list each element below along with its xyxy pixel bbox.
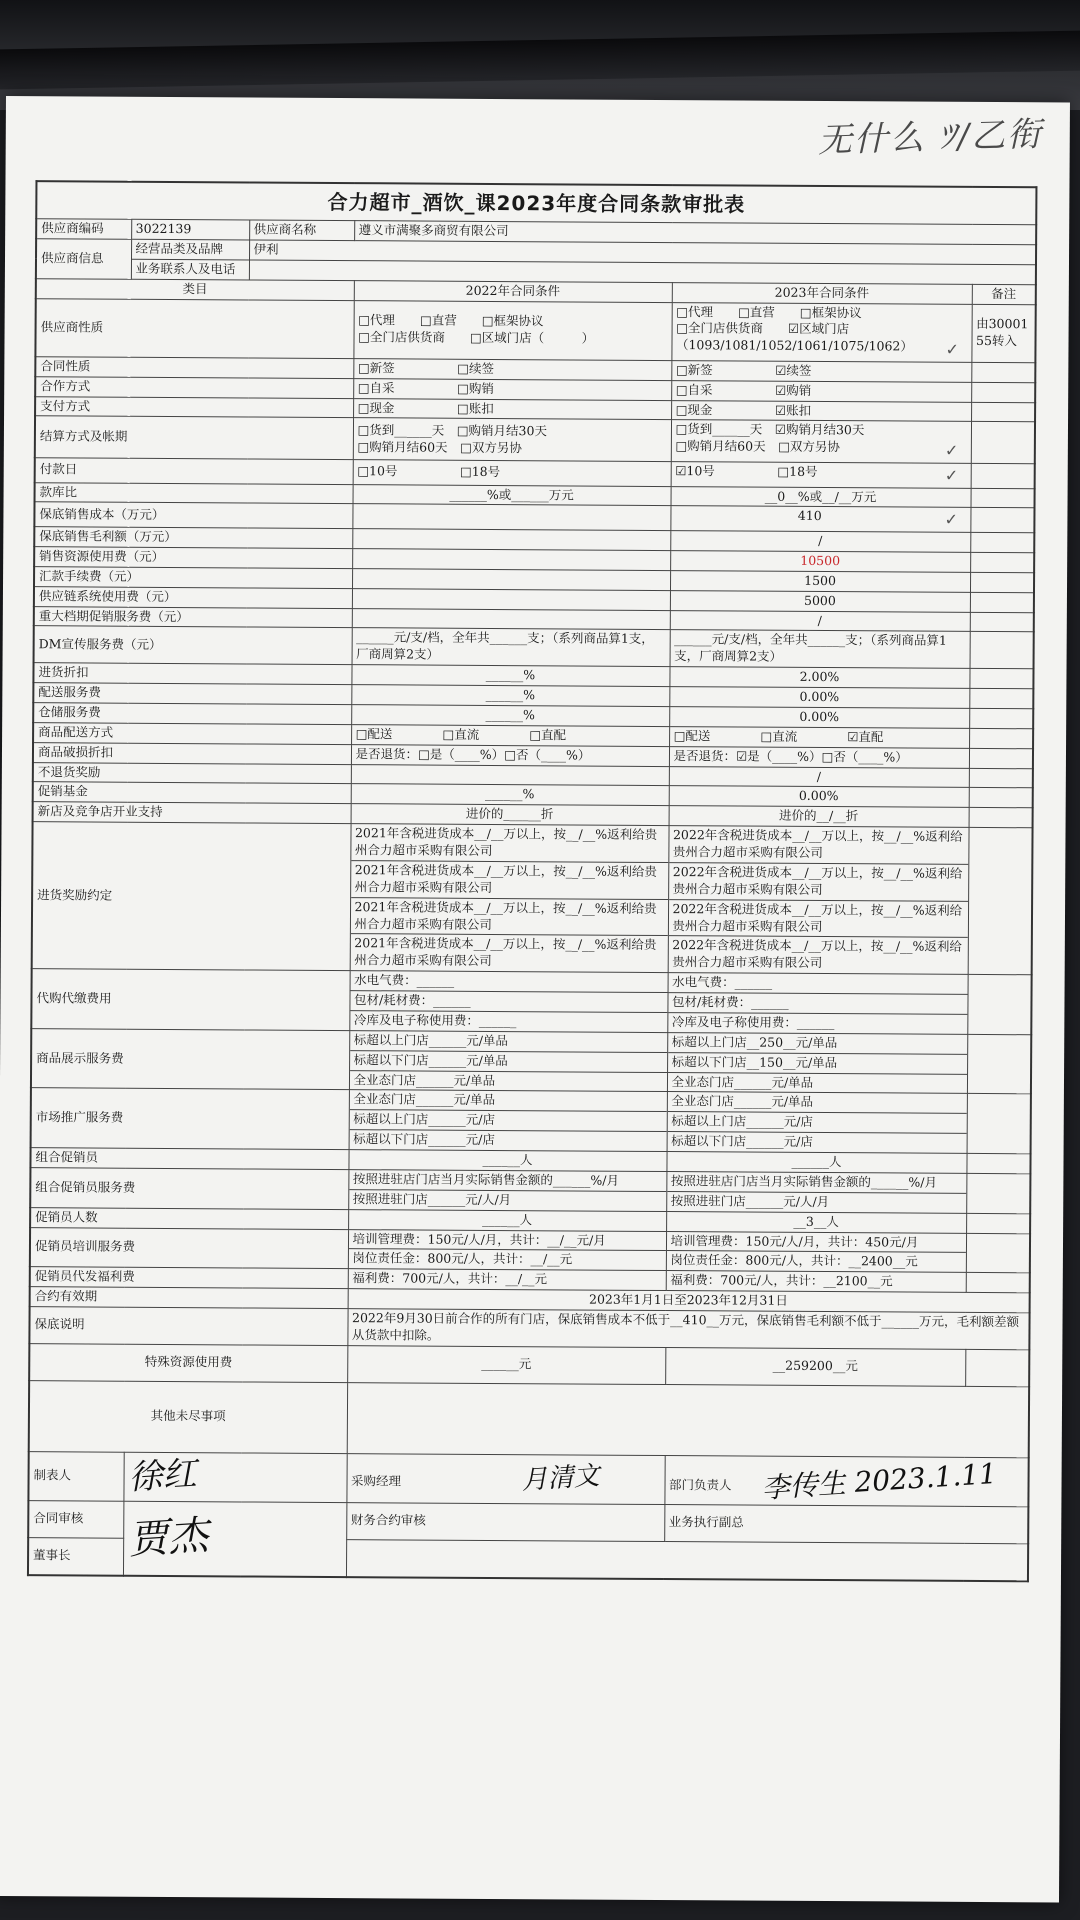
row-2023-text: □现金 ☑账扣 (675, 401, 812, 418)
row-remark (971, 463, 1035, 488)
dept-cell (664, 1455, 1028, 1506)
display-2022-list-line: 标超以上门店______元/单品 (350, 1031, 667, 1052)
market-2022 (349, 1090, 667, 1152)
row-2023-text: 0.00% (799, 708, 840, 724)
chair-label: 董事长 (28, 1537, 123, 1575)
display-remark (967, 1034, 1031, 1094)
row-2023-text: 进价的__/__折 (778, 807, 859, 824)
display-row (31, 1028, 1031, 1094)
column-2022: 2022年合同条件 (354, 280, 672, 302)
market-2022-list (349, 1090, 666, 1151)
rebate-2022-list-line: 2021年含税进货成本__/__万以上，按__/__%返利给贵州合力超市采购有限公司 (350, 897, 667, 936)
vendor-info-label: 供应商信息 (36, 239, 131, 279)
row-2023-value (669, 667, 969, 689)
row-2023-value (669, 726, 969, 748)
training-row (30, 1227, 1030, 1273)
purchase-label: 采购经理 (351, 1473, 402, 1489)
row-label: 商品配送方式 (33, 722, 351, 744)
row-2022-value: □10号 □18号 (353, 460, 671, 487)
promoter_fee-row (30, 1168, 1030, 1214)
agency-row (31, 969, 1031, 1035)
row-2022-value (352, 548, 670, 570)
row-label: 仓储服务费 (33, 703, 351, 725)
row-remark (969, 748, 1033, 768)
training-2022-list-line: 岗位责任金：800元/人，共计：__/__元 (352, 1250, 573, 1267)
row-2022-value: □现金 □账扣 (353, 398, 671, 420)
audit-sign-cell (123, 1501, 346, 1577)
row-2023-value (669, 766, 969, 788)
agency-2022-list (350, 971, 667, 1032)
checkmark-icon: ✓ (945, 339, 960, 360)
row-2023-value (670, 630, 970, 669)
row-remark (970, 532, 1034, 552)
row-remark (969, 688, 1033, 708)
market-2023-list-line: 全业态门店______元/单品 (667, 1092, 966, 1113)
training-2022 (348, 1229, 666, 1271)
form-row (34, 626, 1034, 669)
row-remark (971, 362, 1035, 382)
display-2022-list (349, 1031, 666, 1092)
form-row (35, 298, 1035, 362)
promoter-remark (966, 1153, 1030, 1173)
row-2023-text: 是否退货：☑是（____%）□否（____%） (673, 747, 908, 765)
rebate-remark (968, 828, 1033, 975)
row-label: 合作方式 (35, 376, 353, 398)
rebate-2023-list (668, 826, 968, 974)
row-2023-value (669, 687, 969, 709)
row-2023-text: __0__%或__/__万元 (764, 488, 877, 504)
row-label: 销售资源使用费（元） (34, 547, 352, 569)
purchase-signature: 月清文 (520, 1461, 600, 1497)
promoter-2022: ______人 (348, 1150, 666, 1172)
row-remark (969, 808, 1033, 828)
training-2022-list (348, 1230, 665, 1271)
row-2022-value: 是否退货：□是（____%）□否（____%） (351, 744, 669, 766)
audit-label: 合同审核 (28, 1500, 123, 1538)
row-remark (970, 592, 1034, 612)
row-2023-value (670, 550, 970, 572)
row-2022-value: ______%或______万元 (353, 484, 671, 506)
row-2022-value (352, 568, 670, 590)
rebate-2022-list-line: 2021年含税进货成本__/__万以上，按__/__%返利给贵州合力超市采购有限公司 (351, 860, 668, 899)
promoter_fee-2022 (348, 1169, 666, 1211)
agency-remark (967, 975, 1031, 1035)
promoter_fee-label: 组合促销员服务费 (30, 1168, 348, 1210)
form-title: 合力超市_酒饮_课2023年度合同条款审批表 (36, 181, 1036, 225)
rebate-row (32, 822, 1033, 975)
promoter-label: 组合促销员 (30, 1148, 348, 1170)
dept-label: 部门负责人 (668, 1476, 732, 1493)
row-2023-value (670, 506, 970, 532)
row-remark (969, 728, 1033, 748)
row-remark (971, 382, 1035, 402)
promoter-2023: ______人 (666, 1152, 966, 1174)
market-2023 (667, 1092, 967, 1153)
row-2022-value (351, 764, 669, 786)
agency-2023-list (668, 973, 967, 1033)
audit-signature: 贾杰 (126, 1512, 210, 1564)
welfare-2023: 福利费：700元/人，共计：__2100__元 (666, 1271, 966, 1293)
promoter_count-2023: __3__人 (666, 1211, 966, 1233)
rebate-2023-list-line: 2022年含税进货成本__/__万以上，按__/__%返利给贵州合力超市采购有限公司 (669, 826, 968, 864)
promoter_fee-2023-list (667, 1172, 966, 1213)
display-2023-list (667, 1033, 966, 1093)
row-2023-value (670, 531, 970, 553)
promoter_count-2022: ______人 (348, 1209, 666, 1231)
row-remark (969, 788, 1033, 808)
market-2023-list-line: 标超以下门店______元/店 (671, 1133, 813, 1150)
rebate-2023-list-line: 2022年含税进货成本__/__万以上，按__/__%返利给贵州合力超市采购有限公司 (669, 862, 968, 901)
row-label: 款库比 (35, 482, 353, 504)
market-row (31, 1088, 1031, 1154)
display-2023-list-line: 标超以上门店__250__元/单品 (668, 1033, 967, 1054)
promoter_count-remark (966, 1213, 1030, 1233)
checkmark-icon: ✓ (944, 510, 958, 530)
row-2023-value (671, 360, 971, 382)
special-2023: __259200__元 (665, 1347, 965, 1386)
checkmark-icon: ✓ (944, 465, 959, 485)
row-2023-text: □代理 □直营 □框架协议 □全门店供货商 ☑区域门店 （1093/1081/1052/1061/1075/1062） (675, 303, 913, 354)
form-row (35, 416, 1035, 464)
special-remark (965, 1349, 1029, 1386)
row-2023-text: 5000 (803, 592, 836, 608)
row-2023-value (671, 302, 971, 362)
agency-2022 (349, 971, 667, 1033)
promoter_count-label: 促销员人数 (30, 1207, 348, 1229)
other-label: 其他未尽事项 (29, 1380, 347, 1453)
handwritten-top-note: 无什么 ﾂ/乙衔 (817, 114, 1044, 161)
row-2022-value: □代理 □直营 □框架协议 □全门店供货商 □区域门店（ ） (353, 300, 671, 360)
maker-label: 制表人 (28, 1451, 123, 1500)
row-2023-text: / (816, 768, 822, 784)
row-2023-value (670, 570, 970, 592)
row-2023-text: 0.00% (798, 788, 839, 804)
promoter_fee-2023-list-line: 按照进驻门店______元/人/月 (670, 1192, 830, 1209)
vendor-code-value: 3022139 (131, 219, 249, 240)
agency-2022-list-line: 水电气费：______ (350, 971, 667, 992)
training-2023-list-line: 岗位责任金：800元/人，共计：__2400__元 (670, 1252, 918, 1269)
row-2023-value (670, 590, 970, 612)
category-label: 经营品类及品牌 (131, 239, 249, 260)
rebate-2023 (668, 826, 969, 975)
agency-2022-list-line: 冷库及电子称使用费：______ (353, 1012, 517, 1029)
column-category: 类目 (36, 278, 354, 300)
promoter_fee-2022-list (349, 1170, 666, 1211)
row-label: DM宣传服务费（元） (34, 626, 352, 665)
row-remark (970, 552, 1034, 572)
row-label: 不退货奖励 (33, 762, 351, 784)
row-2022-value (352, 529, 670, 551)
row-2023-text: / (818, 532, 823, 548)
row-2023-text: 0.00% (799, 688, 840, 705)
row-2022-value: □自采 □购销 (353, 378, 671, 400)
agency-2023 (667, 973, 967, 1034)
row-label: 重大档期促销服务费（元） (34, 606, 352, 628)
display-2022-list-line: 全业态门店______元/单品 (353, 1071, 496, 1088)
row-2022-value (352, 504, 670, 531)
row-2023-text: 10500 (800, 552, 841, 568)
row-remark (971, 402, 1035, 422)
welfare-remark (966, 1273, 1030, 1293)
row-2023-text: ______元/支/档，全年共______支；（系列商品算1支，厂商周算2支） (674, 631, 947, 665)
finance-label: 财务合约审核 (346, 1502, 664, 1541)
row-label: 配送服务费 (33, 683, 351, 705)
special-label: 特殊资源使用费 (29, 1343, 347, 1382)
row-2022-value: ______% (351, 685, 669, 707)
row-2023-text: □货到______天 ☑购销月结30天 □购销月结60天 □双方另协 (675, 421, 865, 455)
row-2023-text: 2.00% (799, 668, 840, 685)
market-label: 市场推广服务费 (31, 1088, 349, 1150)
other-value (347, 1382, 1029, 1457)
display-2022-list-line: 标超以下门店______元/单品 (350, 1050, 667, 1072)
row-label: 新店及竞争店开业支持 (33, 802, 351, 824)
purchase-cell (346, 1453, 664, 1504)
rebate-2023-list-line: 2022年含税进货成本__/__万以上，按__/__%返利给贵州合力超市采购有限公司 (668, 899, 967, 938)
market-2022-list-line: 全业态门店______元/单品 (349, 1090, 666, 1111)
row-remark (971, 488, 1035, 508)
display-2022 (349, 1030, 667, 1092)
row-2023-text: □配送 □直流 ☑直配 (673, 727, 884, 745)
promoter_fee-remark (966, 1173, 1030, 1213)
market-2022-list-line: 标超以上门店______元/店 (349, 1110, 666, 1132)
maker-sign-cell (123, 1452, 346, 1502)
training-2023-list (666, 1232, 965, 1273)
checkmark-icon: ✓ (944, 441, 959, 461)
maker-signature: 徐红 (126, 1453, 198, 1498)
training-2023-list-line: 培训管理费：150元/人/月，共计：450元/月 (666, 1232, 965, 1253)
display-2023-list-line: 全业态门店______元/单品 (671, 1073, 814, 1090)
rebate-2023-list-line: 2022年含税进货成本__/__万以上，按__/__%返利给贵州合力超市采购有限公司 (672, 937, 962, 971)
display-label: 商品展示服务费 (31, 1028, 349, 1090)
vendor-code-label: 供应商编码 (36, 219, 131, 239)
vendor-name-value: 遵义市满聚多商贸有限公司 (354, 221, 1036, 245)
display-2023 (667, 1032, 967, 1093)
row-2022-value: ______元/支/档，全年共______支；（系列商品算1支，厂商周算2支） (352, 628, 670, 667)
row-label: 合同性质 (35, 357, 353, 379)
chair-value (346, 1539, 1028, 1581)
row-2022-value: 进价的______折 (351, 804, 669, 826)
row-2022-value: □新签 □续签 (353, 358, 671, 380)
row-2023-text: □新签 ☑续签 (675, 361, 812, 378)
agency-label: 代购代缴费用 (31, 969, 349, 1031)
promoter_fee-2023 (666, 1171, 966, 1213)
validity-label: 合约有效期 (30, 1287, 348, 1309)
row-2022-value: ______% (351, 784, 669, 806)
row-remark (970, 632, 1034, 669)
rebate-label: 进货奖励约定 (32, 822, 351, 971)
row-label: 结算方式及帐期 (35, 416, 353, 459)
training-remark (966, 1233, 1030, 1273)
column-2023: 2023年合同条件 (672, 282, 972, 304)
row-2022-value (352, 588, 670, 610)
training-2023 (666, 1231, 966, 1273)
agency-2022-list-line: 包材/耗材费：______ (350, 991, 667, 1013)
row-label: 付款日 (35, 458, 353, 485)
category-value: 伊利 (249, 240, 1036, 265)
vp-label: 业务执行副总 (664, 1504, 1028, 1543)
row-remark: 由3000155转入 (971, 304, 1035, 363)
rebate-2022-list (350, 824, 668, 972)
row-2022-value: □配送 □直流 □直配 (351, 724, 669, 746)
row-label: 支付方式 (35, 396, 353, 418)
market-remark (967, 1094, 1031, 1154)
rebate-2022-list-line: 2021年含税进货成本__/__万以上，按__/__%返利给贵州合力超市采购有限公司 (354, 935, 657, 969)
row-2023-value (671, 462, 971, 488)
promoter_fee-2022-list-line: 按照进驻门店______元/人/月 (352, 1190, 512, 1207)
row-label: 汇款手续费（元） (34, 566, 352, 588)
row-2023-value (669, 746, 969, 768)
row-2023-value (669, 806, 969, 828)
rebate-2022-list-line: 2021年含税进货成本__/__万以上，按__/__%返利给贵州合力超市采购有限公司 (351, 824, 668, 862)
row-2023-value (671, 486, 971, 508)
row-remark (969, 768, 1033, 788)
row-label: 供应商性质 (35, 298, 353, 358)
row-2023-value (670, 610, 970, 632)
row-2023-text: 410 (797, 508, 822, 524)
row-2022-value: ______% (351, 665, 669, 687)
agency-2023-list-line: 包材/耗材费：______ (668, 993, 967, 1015)
row-label: 商品破损折扣 (33, 742, 351, 764)
promoter_fee-2022-list-line: 按照进驻店门店当月实际销售金额的______%/月 (349, 1170, 666, 1191)
row-2023-value (671, 400, 971, 422)
training-2022-list-line: 培训管理费：150元/人/月，共计：__/__元/月 (348, 1230, 665, 1251)
agency-2023-list-line: 冷库及电子称使用费：______ (671, 1013, 835, 1030)
row-2023-text: / (817, 612, 822, 628)
row-label: 保底销售成本（万元） (34, 502, 352, 529)
row-2023-value (671, 420, 971, 463)
market-2023-list-line: 标超以上门店______元/店 (667, 1112, 966, 1134)
vendor-name-label: 供应商名称 (249, 220, 354, 241)
row-2023-text: 1500 (804, 572, 837, 588)
row-2022-value: ______% (351, 704, 669, 726)
welfare-2022: 福利费：700元/人，共计：__/__元 (348, 1269, 666, 1291)
row-2022-value (352, 608, 670, 630)
row-label: 供应链系统使用费（元） (34, 586, 352, 608)
agency-2023-list-line: 水电气费：______ (668, 973, 967, 994)
display-2023-list-line: 标超以下门店__150__元/单品 (668, 1052, 967, 1074)
contract-paper (0, 96, 1070, 1902)
special-2022: ______元 (347, 1345, 665, 1384)
row-remark (970, 612, 1034, 632)
row-label: 进货折扣 (33, 663, 351, 685)
training-label: 促销员培训服务费 (30, 1227, 348, 1269)
market-2023-list (667, 1092, 966, 1152)
row-remark (969, 708, 1033, 728)
welfare-label: 促销员代发福利费 (30, 1267, 348, 1289)
contact-label: 业务联系人及电话 (131, 259, 249, 280)
dept-signature: 李传生 2023.1.11 (760, 1456, 998, 1505)
approval-form-table (27, 180, 1038, 1582)
rebate-2022 (350, 824, 669, 973)
row-2022-value: □货到______天 □购销月结30天 □购销月结60天 □双方另协 (353, 418, 671, 461)
row-remark (971, 422, 1035, 464)
column-remark: 备注 (972, 284, 1036, 304)
guarantee-label: 保底说明 (29, 1307, 347, 1346)
row-remark (969, 669, 1033, 689)
row-remark (970, 508, 1034, 533)
validity-value: 2023年1月1日至2023年12月31日 (348, 1289, 1030, 1313)
row-label: 促销基金 (33, 782, 351, 804)
market-2022-list-line: 标超以下门店______元/店 (353, 1131, 495, 1148)
row-remark (970, 572, 1034, 592)
row-2023-value (671, 380, 971, 402)
row-label: 保底销售毛利额（万元） (34, 527, 352, 549)
promoter_fee-2023-list-line: 按照进驻店门店当月实际销售金额的______%/月 (667, 1172, 966, 1193)
guarantee-value: 2022年9月30日前合作的所有门店，保底销售成本不低于__410__万元，保底销售毛利额不低于______万元，毛利额差额从货款中扣除。 (347, 1309, 1029, 1350)
row-2023-text: □自采 ☑购销 (675, 381, 812, 398)
row-2023-value (669, 706, 969, 728)
row-2023-text: ☑10号 □18号 (675, 463, 818, 479)
row-2023-value (669, 786, 969, 808)
